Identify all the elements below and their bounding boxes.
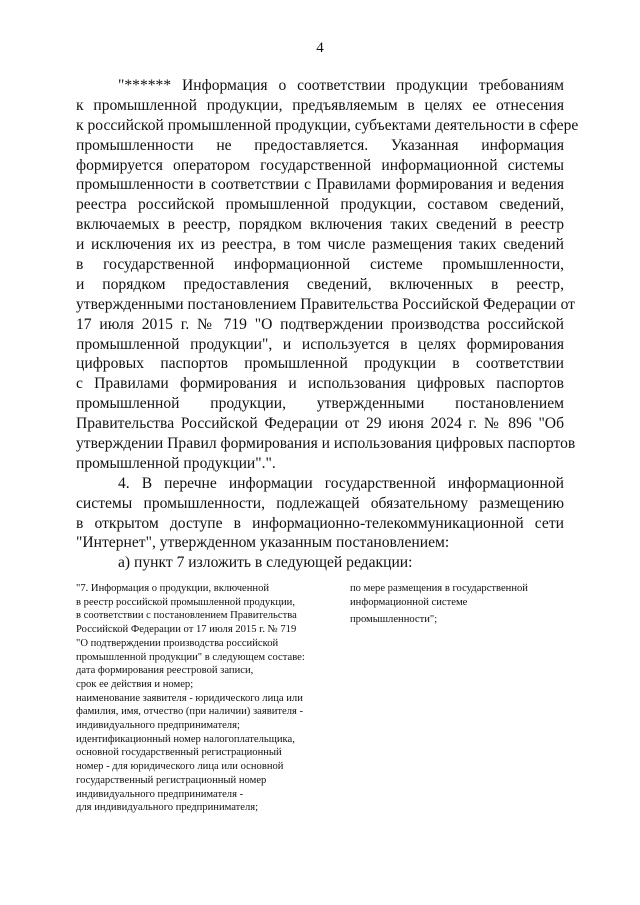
footnote-line: промышленной продукции", и используется в целях формирования [76, 335, 564, 353]
page-number: 4 [316, 40, 324, 56]
table-left-line: промышленной продукции" в следующем составе: [76, 651, 305, 663]
table-left-line: "О подтверждении производства российской [76, 637, 279, 649]
item4-line: "Интернет", утвержденном указанным постановлением: [76, 534, 450, 552]
table-right-column [350, 582, 566, 627]
footnote-line: утверждении Правил формирования и использования цифровых паспортов [76, 435, 576, 453]
table-left-line: в реестр российской промышленной продукции, [76, 596, 295, 608]
table-left-line: наименование заявителя - юридического лица или [76, 692, 303, 704]
footnote-line: с Правилами формирования и использования цифровых паспортов [76, 375, 564, 393]
footnote-line: утвержденными постановлением Правительства Российской Федерации от [76, 295, 575, 313]
footnote-line: и исключения их из реестра, в том числе размещения таких сведений [76, 236, 564, 254]
table-left-line: государственный регистрационный номер [76, 774, 267, 786]
table-left-line: фамилия, имя, отчество (при наличии) заявителя - [76, 706, 304, 718]
table-left-line: индивидуального предпринимателя - [76, 788, 244, 800]
table-left-line: срок ее действия и номер; [76, 678, 194, 690]
table-right-line: информационной системе [350, 596, 468, 608]
footnote-line: промышленности в соответствии с Правилами формирования и ведения [76, 176, 564, 194]
item4-line: системы промышленности, подлежащей обязательному размещению [76, 494, 564, 512]
footnote-line: и порядком предоставления сведений, включенных в реестр, [76, 275, 564, 293]
footnote-line: Правительства Российской Федерации от 29 июня 2024 г. № 896 "Об [76, 415, 564, 433]
footnote-line: реестра российской промышленной продукции, составом сведений, [76, 196, 564, 214]
footnote-line: промышленной продукции".". [76, 454, 276, 472]
table-left-line: номер - для юридического лица или основной [76, 761, 284, 773]
footnote-line: включаемых в реестр, порядком включения таких сведений в реестр [76, 216, 564, 234]
table-left-line: "7. Информация о продукции, включенной [76, 583, 270, 594]
footnote-line: в государственной информационной системе промышленности, [76, 256, 564, 274]
subitem-a: а) пункт 7 изложить в следующей редакции: [118, 554, 413, 572]
footnote-line: к российской промышленной продукции, субъектами деятельности в сфере [76, 116, 579, 134]
footnote-line: промышленности не предоставляется. Указанная информация [76, 136, 564, 154]
main-text [76, 76, 579, 573]
table-right-line: промышленности"; [350, 614, 438, 626]
footnote-line: формируется оператором государственной информационной системы [76, 156, 564, 174]
item4-line: 4. В перечне информации государственной информационной [118, 474, 564, 492]
footnote-line: промышленной продукции, утвержденными постановлением [76, 395, 564, 413]
table-right-line: по мере размещения в государственной [350, 583, 528, 594]
item4-line: в открытом доступе в информационно-телекоммуникационной сети [76, 514, 564, 532]
table-left-line: Российской Федерации от 17 июля 2015 г. № 719 [76, 624, 297, 636]
table-left-column [76, 582, 348, 815]
table-left-line: для индивидуального предпринимателя; [76, 802, 259, 814]
footnote-line: к промышленной продукции, предъявляемым в целях ее отнесения [76, 96, 564, 114]
table-left-line: основной государственный регистрационный [76, 747, 282, 759]
table-left-line: в соответствии с постановлением Правительства [76, 610, 297, 622]
table-left-line: индивидуального предпринимателя; [76, 720, 240, 732]
footnote-line: 17 июля 2015 г. № 719 "О подтверждении производства российской [76, 315, 564, 333]
footnote-line: "****** Информация о соответствии продукции требованиям [118, 77, 564, 94]
table-left-line: дата формирования реестровой записи, [76, 665, 254, 677]
footnote-line: цифровых паспортов промышленной продукции в соответствии [76, 355, 564, 373]
table-left-line: идентификационный номер налогоплательщика, [76, 733, 295, 745]
